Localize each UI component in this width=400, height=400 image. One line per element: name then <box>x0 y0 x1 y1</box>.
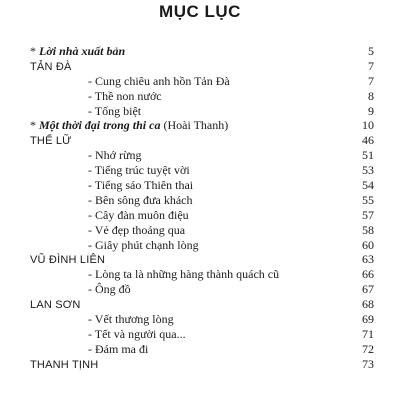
toc-page-number: 60 <box>362 237 374 252</box>
toc-entry <box>30 282 374 297</box>
toc-entry-title: - Lòng ta là những hàng thành quách cũ <box>88 267 280 282</box>
toc-section-heading <box>30 59 374 74</box>
toc-page-number: 71 <box>362 326 374 341</box>
toc-page-number: 57 <box>362 207 374 222</box>
toc-entry-title: - Vẻ đẹp thoáng qua <box>88 222 186 237</box>
toc-page-number: 7 <box>368 73 374 88</box>
toc-page-number: 68 <box>362 297 374 312</box>
toc-page-number: 67 <box>362 282 374 297</box>
toc-entry-title <box>30 44 354 59</box>
toc-page-number: 46 <box>362 133 374 148</box>
toc-entry-emphasis: Lời nhà xuất bản <box>39 44 126 58</box>
toc-page-number: 51 <box>362 148 374 163</box>
toc-entry-title: - Vết thương lòng <box>88 312 174 327</box>
toc-entry-title: - Bên sông đưa khách <box>88 192 193 207</box>
toc-entry-title: - Cây đàn muôn điệu <box>88 207 189 222</box>
toc-entry-title: - Cung chiêu anh hồn Tản Đà <box>88 73 230 88</box>
toc-special-entry <box>30 118 374 133</box>
toc-entry <box>30 208 374 223</box>
toc-entry <box>30 327 374 342</box>
toc-section-heading <box>30 357 374 372</box>
toc-entry-marker: * <box>30 44 39 58</box>
toc-entry <box>30 104 374 119</box>
toc-page-number: 10 <box>362 118 374 133</box>
toc-entry <box>30 312 374 327</box>
toc-page-number: 8 <box>368 88 374 103</box>
toc-section-heading <box>30 252 374 267</box>
toc-page-number: 72 <box>362 341 374 356</box>
toc-entry-author: (Hoài Thanh) <box>160 118 229 133</box>
toc-entry <box>30 178 374 193</box>
toc-entry-title: - Nhớ rừng <box>88 148 142 163</box>
toc-section-heading <box>30 297 374 312</box>
toc-entry-title: - Thề non nước <box>88 88 162 103</box>
toc-entry-title: THANH TỊNH <box>30 358 99 371</box>
toc-entry-title: LAN SƠN <box>30 299 81 312</box>
toc-page-number: 54 <box>362 178 374 193</box>
toc-entry-title: - Tiếng sáo Thiên thai <box>88 178 194 193</box>
toc-page-number: 5 <box>368 44 374 58</box>
toc-entry-title: TẢN ĐÀ <box>30 60 72 73</box>
toc-entry-title: - Ông đồ <box>88 282 131 297</box>
toc-entry <box>30 223 374 238</box>
toc-entry <box>30 342 374 357</box>
toc-entry-title: - Tiếng trúc tuyệt vời <box>88 163 190 178</box>
toc-page-number: 69 <box>362 312 374 327</box>
toc-entry-title: - Giây phút chạnh lòng <box>88 237 199 252</box>
toc-entry-emphasis: Một thời đại trong thi ca <box>39 118 161 133</box>
toc-entry-title <box>30 118 354 133</box>
toc-entry-title: - Tống biệt <box>88 103 142 118</box>
toc-page-number: 66 <box>362 267 374 282</box>
toc-section-heading <box>30 133 374 148</box>
toc-page-number: 9 <box>368 103 374 118</box>
toc-entry-marker: * <box>30 118 39 133</box>
toc-page-number: 55 <box>362 192 374 207</box>
toc-page-number: 58 <box>362 222 374 237</box>
toc-entry <box>30 89 374 104</box>
toc-entry <box>30 148 374 163</box>
toc-entry <box>30 163 374 178</box>
page-title: MỤC LỤC <box>159 2 241 21</box>
toc-entry <box>30 267 374 282</box>
toc-special-entry <box>30 44 374 59</box>
toc-entry <box>30 74 374 89</box>
toc-entry-title: - Đám ma đi <box>88 341 149 356</box>
toc-entry <box>30 238 374 253</box>
toc-page-number: 73 <box>362 356 374 371</box>
toc-entry-title: THẾ LỮ <box>30 135 72 148</box>
table-of-contents <box>30 44 374 372</box>
toc-page-number: 53 <box>362 163 374 178</box>
toc-page-number: 7 <box>368 58 374 73</box>
toc-page-number: 63 <box>362 252 374 267</box>
toc-entry-title: VŨ ĐÌNH LIÊN <box>30 254 106 267</box>
toc-entry-title: - Tết và người qua... <box>88 326 186 341</box>
toc-entry <box>30 193 374 208</box>
